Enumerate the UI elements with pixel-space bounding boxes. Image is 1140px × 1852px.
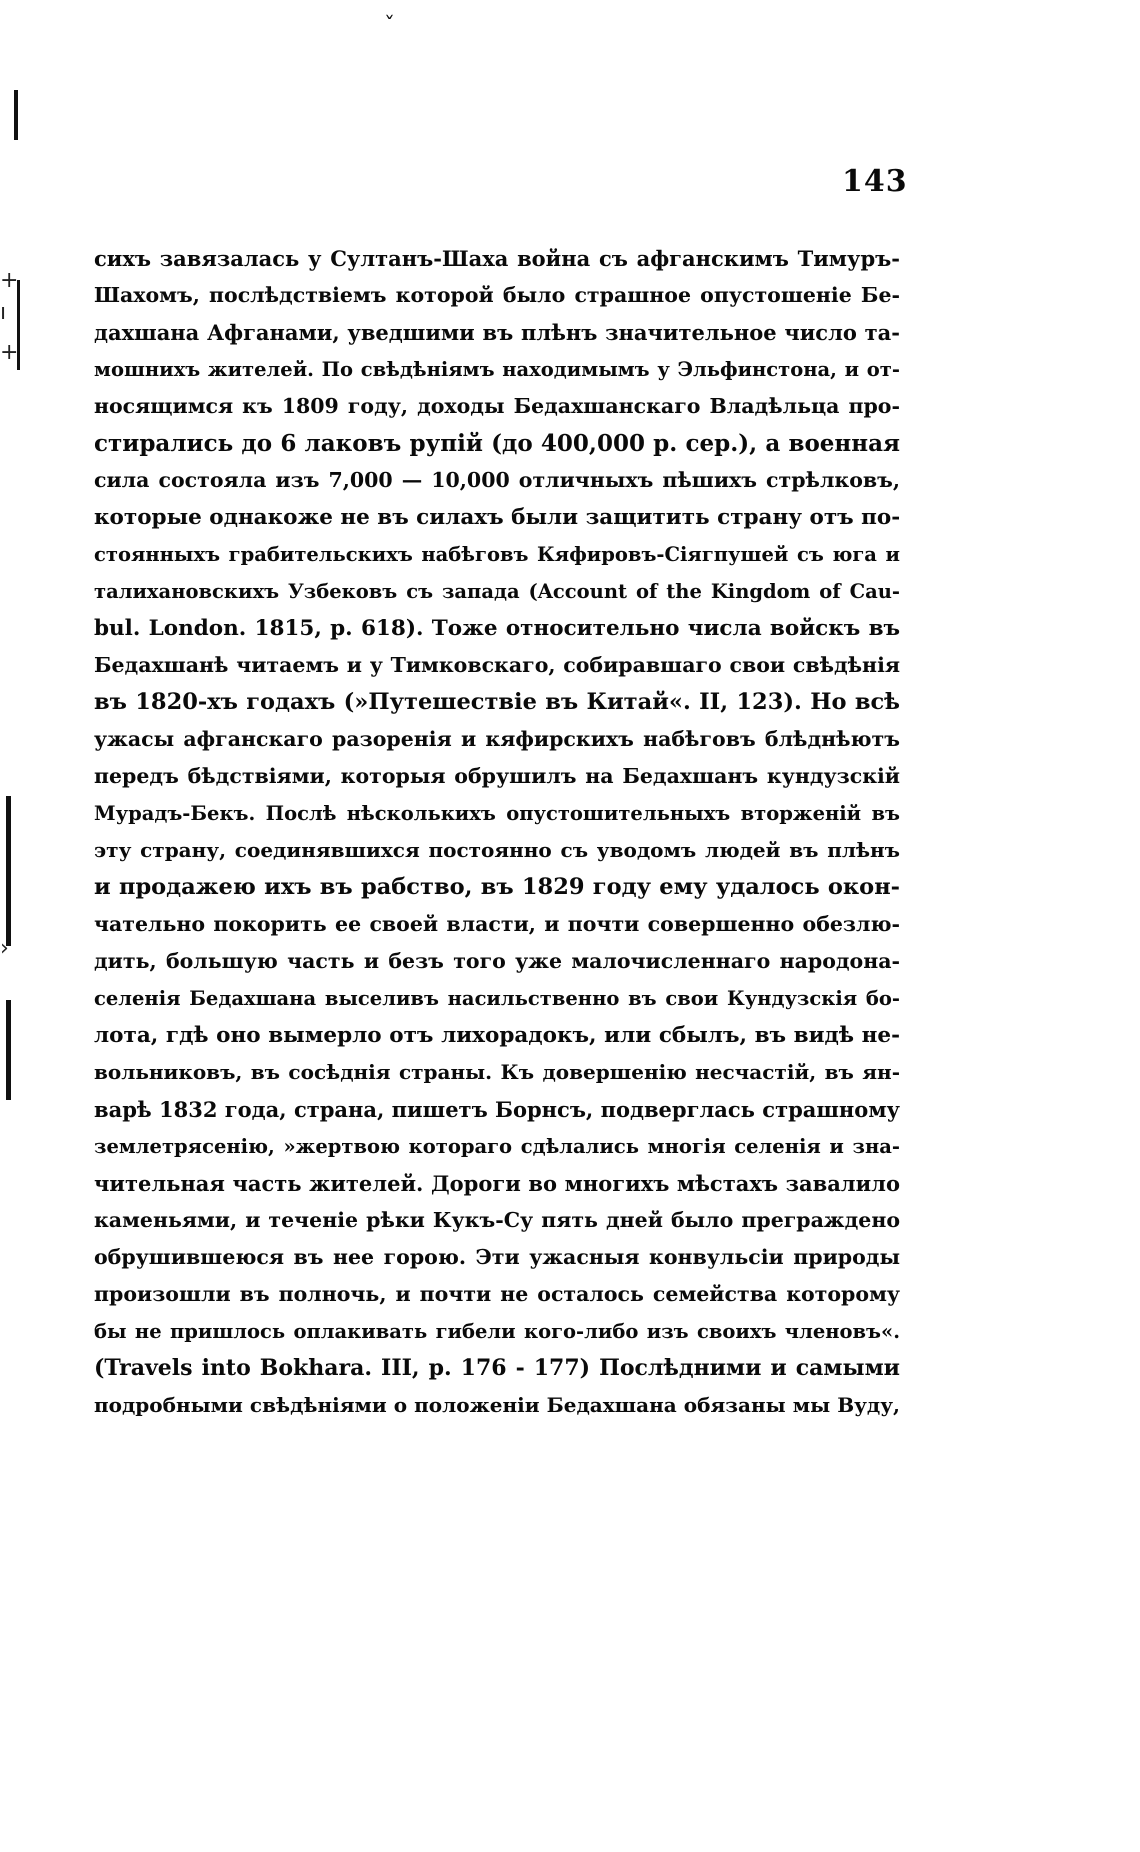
- text-line: (Travels into Bokhara. III, p. 176 - 177) Послѣдними и самыми: [94, 1355, 900, 1381]
- text-line: ужасы афганскаго разоренія и кяфирскихъ набѣговъ блѣднѣютъ: [94, 727, 900, 751]
- text-line: селенія Бедахшана выселивъ насильственно въ свои Кундузскія бо-: [94, 987, 900, 1010]
- text-line: и продажею ихъ въ рабство, въ 1829 году ему удалось окон-: [94, 874, 900, 900]
- text-line: Мурадъ-Бекъ. Послѣ нѣсколькихъ опустошительныхъ вторженій въ: [94, 802, 900, 825]
- text-line: обрушившеюся въ нее горою. Эти ужасныя конвульсіи природы: [94, 1245, 900, 1269]
- text-line: которые однакоже не въ силахъ были защитить страну отъ по-: [94, 505, 900, 530]
- text-line: дить, большую часть и безъ того уже малочисленнаго народона-: [94, 949, 900, 973]
- scan-artifact: +: [0, 268, 19, 293]
- text-line: каменьями, и теченіе рѣки Кукъ-Су пять дней было преграждено: [94, 1208, 900, 1232]
- scan-artifact: [14, 90, 18, 140]
- text-line: мошнихъ жителей. По свѣдѣніямъ находимымъ у Эльфинстона, и от-: [94, 358, 900, 381]
- text-line: въ 1820-хъ годахъ (»Путешествіе въ Китай«. II, 123). Но всѣ: [94, 689, 900, 715]
- text-line: варѣ 1832 года, страна, пишетъ Борнсъ, подверглась страшному: [94, 1097, 900, 1122]
- text-line: стоянныхъ грабительскихъ набѣговъ Кяфировъ-Сіягпушей съ юга и: [94, 543, 900, 566]
- text-line: сихъ завязалась у Султанъ-Шаха война съ афганскимъ Тимуръ-: [94, 246, 900, 271]
- page-number: 143: [842, 164, 908, 199]
- page-body-text: [94, 240, 900, 1424]
- text-line: землетрясенію, »жертвою котораго сдѣлались многія селенія и зна-: [94, 1135, 900, 1158]
- text-line: чательно покорить ее своей власти, и почти совершенно обезлю-: [94, 912, 900, 936]
- scan-artifact: ›: [0, 936, 9, 961]
- scan-artifact: [6, 796, 11, 946]
- text-line: стирались до 6 лаковъ рупій (до 400,000 р. сер.), а военная: [94, 430, 900, 457]
- text-line: произошли въ полночь, и почти не осталось семейства которому: [94, 1282, 900, 1306]
- text-line: сила состояла изъ 7,000 — 10,000 отличныхъ пѣшихъ стрѣлковъ,: [94, 468, 900, 492]
- text-line: талихановскихъ Узбековъ съ запада (Account of the Kingdom of Cau-: [94, 580, 900, 603]
- scan-mark: ˇ: [384, 14, 395, 39]
- scan-artifact: ı: [0, 300, 7, 325]
- text-line: Бедахшанѣ читаемъ и у Тимковскаго, собиравшаго свои свѣдѣнія: [94, 653, 900, 677]
- text-line: эту страну, соединявшихся постоянно съ уводомъ людей въ плѣнъ: [94, 838, 900, 862]
- text-line: чительная часть жителей. Дороги во многихъ мѣстахъ завалило: [94, 1171, 900, 1196]
- scan-artifact: [6, 1000, 11, 1100]
- text-line: носящимся къ 1809 году, доходы Бедахшанскаго Владѣльца про-: [94, 394, 900, 418]
- text-line: Шахомъ, послѣдствіемъ которой было страшное опустошеніе Бе-: [94, 283, 900, 307]
- text-line: лота, гдѣ оно вымерло отъ лихорадокъ, или сбылъ, въ видѣ не-: [94, 1023, 900, 1048]
- text-line: передъ бѣдствіями, которыя обрушилъ на Бедахшанъ кундузскій: [94, 764, 900, 788]
- scan-artifact: +: [0, 340, 19, 365]
- text-line: дахшана Афганами, уведшими въ плѣнъ значительное число та-: [94, 320, 900, 345]
- text-line: подробными свѣдѣніями о положеніи Бедахшана обязаны мы Вуду,: [94, 1393, 900, 1417]
- text-line: вольниковъ, въ сосѣднія страны. Къ довершенію несчастій, въ ян-: [94, 1060, 900, 1084]
- text-line: bul. London. 1815, p. 618). Тоже относительно числа войскъ въ: [94, 616, 900, 641]
- text-line: бы не пришлось оплакивать гибели кого-либо изъ своихъ членовъ«.: [94, 1320, 900, 1343]
